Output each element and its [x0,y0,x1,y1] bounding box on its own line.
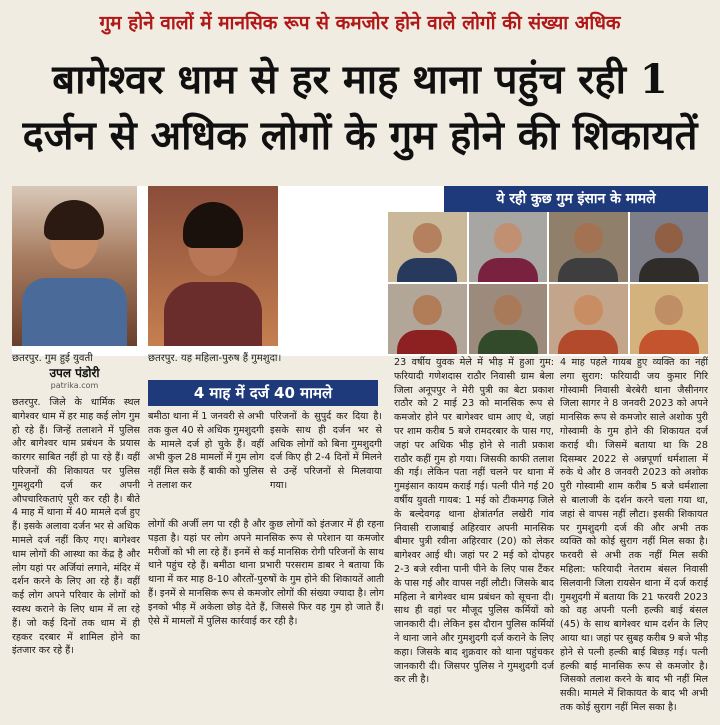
thumbnail-photo [388,212,467,282]
kicker-line: गुम होने वालों में मानसिक रूप से कमजोर होने वाले लोगों की संख्या अधिक [99,12,621,34]
headline: बागेश्वर धाम से हर माह थाना पहुंच रही 1 दर्जन से अधिक लोगों के गुम होने की शिकायतें [22,56,698,159]
byline [12,364,137,390]
photo-caption-mid: छतरपुर. यह महिला-पुरुष हैं गुमशुदा। [148,353,282,364]
thumbnail-photo [549,212,628,282]
article-column-bottom: लोगों की अर्जी लग पा रही है और कुछ लोगों को इंतजार में ही रहना पड़ता है। यहां पर लोग अपने मानसिक रूप से परेशान या कमजोर मरीजों को भी ला रहे हैं। इनमें से कई मानसिक रोगी परिजनों के साथ थाने पहुंच रहे हैं। बमीठा थाना प्रभारी परसराम डाबर ने बताया कि थाना में कर माह 8-10 औरतों-पुरुषों के गुम होने की शिकायतें आती हैं। इनमें से मानसिक रूप से कमजोर लोगों की संख्या ज्यादा है। लोग इनको भीड़ में अकेला छोड़ देते हैं, जिससे फिर वह गुम हो जाते हैं। ऐसे में मामलों में पुलिस कार्रवाई कर रही है। [148,519,384,627]
photo-missing-woman [148,186,278,346]
byline-name: उपल पंडोरी [49,366,100,380]
missing-people-thumbnails [388,212,708,354]
article-column-3: परिजनों के सुपुर्द कर दिया है। इसके साथ ही दर्जन भर से अधिक लोगों को बिना गुमशुदगी दर्ज किए ही 2-4 दिनों में मिलने से उन्हें परिजनों से मिलवाया गया। [270,411,382,491]
byline-site: patrika.com [50,381,99,390]
case-column-1: 23 वर्षीय युवक मेले में भीड़ में हुआ गुम: फरियादी गणेशदास राठौर निवासी ग्राम बेला जिला अनूपपुर ने मेरी पुत्री का बेटा प्रकाश राठौर को 2 माई 23 को मानसिक रूप से कमजोर होने पर बागेश्वर धाम आए थे, जहां पर शाम करीब 5 बजे रामदरबार के पास गए, जहां पर अधिक भीड़ होने से नाती प्रकाश राठौर कहीं गुम हो गया। जिसकी काफी तलाश की गई। लेकिन पता नहीं चलने पर थाना में गुमइंसान कायम कराई गई। पत्नी पीने गई 20 वर्षीय युवती गायब: 1 मई को टीकमगढ़ जिले के बल्देवगढ़ थाना क्षेत्रांतर्गत लखेरी गांव निवासी राजाबाई अहिरवार अपनी मानसिक बीमार पुत्री रवीना अहिरवार (20) को लेकर बागेश्वर आई थी। जहां पर 2 मई को दोपहर 2-3 बजे रवीना पानी पीने के लिए पास टैंकर के पास गई और वापस नहीं लौटी। जिसके बाद महिला ने बागेश्वर धाम प्रबंधन को सूचना दी। साथ ही वहां पर मौजूद पुलिस कर्मियों को जानकारी दी। लेकिन इस दौरान पुलिस कर्मियों ने थाना जाने और गुमशुदगी दर्ज कराने के लिए कहा। जिसके बाद शुक्रवार को थाना पहुंचकर जानकारी दी। जिसपर पुलिस ने गुमशुदगी दर्ज कर ली है। [394,357,554,686]
thumbnail-photo [630,284,709,354]
thumbnail-photo [469,212,548,282]
subhead-box: 4 माह में दर्ज 40 मामले [148,380,378,406]
missing-cases-banner: ये रही कुछ गुम इंसान के मामले [444,186,708,212]
article-column-2: बमीठा थाना में 1 जनवरी से अभी तक कुल 40 से अधिक गुमशुदगी के मामले दर्ज हो चुके हैं। वहीं अभी कुल 28 मामलों में गुम लोग नहीं मिल सके हैं बाकी को पुलिस ने तलाश कर [148,411,264,491]
thumbnail-photo [630,212,709,282]
article-column-1: छतरपुर. जिले के धार्मिक स्थल बागेश्वर धाम में हर माह कई लोग गुम हो रहे हैं। जिन्हें तलाशने में पुलिस और बागेश्वर धाम प्रबंधन के प्रयास कारगर साबित नहीं हो पा रहे हैं। वहीं परिजनों की शिकायत पर पुलिस गुमशुदगी दर्ज कर अपनी औपचारिकताएं पूरी कर रही है। बीते 4 माह में थाना में 40 मामले दर्ज हुए हैं। इसके अलावा दर्जन भर से अधिक मामले दर्ज नहीं किए गए। बागेश्वर धाम लोगों की आस्था का केंद्र है और लोग यहां पर अर्जियां लगाने, मंदिर में दर्शन करने के लिए आ रहे हैं। वहीं कई लोग अपने परिवार के लोगों को स्वस्थ कराने के लिए धाम में ला रहे हैं। जो कई दिनों तक धाम में ही रहकर दरबार में शामिल होने का इंतजार कर रहे हैं। [12,397,140,657]
thumbnail-photo [388,284,467,354]
photo-missing-girl [12,186,137,346]
thumbnail-photo [549,284,628,354]
case-column-2: 4 माह पहले गायब हुए व्यक्ति का नहीं लगा सुराग: फरियादी जय कुमार गिरि गोस्वामी निवासी बेरबेरी थाना जैसीनगर जिला सागर ने 8 जनवरी 2023 को अपने मानसिक रूप से कमजोर साले अशोक पुरी गोस्वामी के गुम होने की शिकायत दर्ज कराई थी। जिसमें बताया था कि 28 दिसम्बर 2022 से अन्नपूर्णा धर्मशाला में रुके थे और 8 जनवरी 2023 को अशोक पुरी गोस्वामी शाम करीब 5 बजे धर्मशाला से बालाजी के दर्शन करने चला गया था, जहां से वापस नहीं लौटा। इसकी शिकायत पर गुमशुदगी दर्ज की और अभी तक व्यक्ति को कोई सुराग नहीं मिल सका है। फरवरी से अभी तक नहीं मिल सकी महिला: फरियादी नेतराम बंसल निवासी सिलवानी जिला रायसेन थाना में दर्ज कराई गुमशुदगी में बताया कि 21 फरवरी 2023 को वह अपनी पत्नी हल्की बाई बंसल (45) के साथ बागेश्वर धाम दर्शन के लिए आया था। जहां पर सुबह करीब 9 बजे भीड़ होने से पत्नी हल्की बाई बिछड़ गई। पत्नी हल्की बाई मानसिक रूप से कमजोर है। जिसको तलाश करने के बाद भी नहीं मिल सकी। मामले में शिकायत के बाद भी अभी तक कोई सुराग नहीं मिल सका है। [560,357,708,713]
photo-caption-left: छतरपुर. गुम हुई युवती [12,353,93,364]
thumbnail-photo [469,284,548,354]
